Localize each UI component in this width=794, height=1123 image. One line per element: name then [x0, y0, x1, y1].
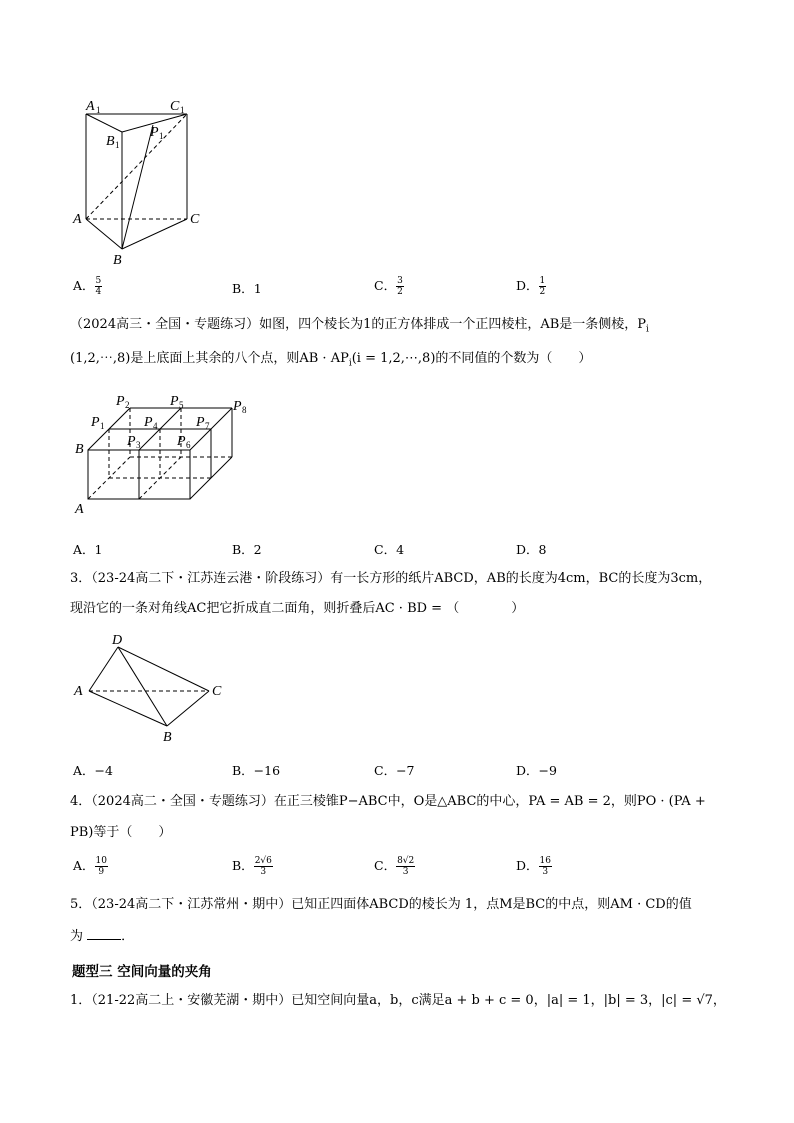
label-C1: C: [170, 99, 180, 114]
q1-option-c-fraction: [396, 276, 404, 297]
label-P7-sub: 7: [205, 421, 210, 431]
q2-option-c[interactable]: C．4: [374, 542, 405, 557]
label-P6: P: [177, 434, 186, 449]
q2-option-b[interactable]: B．2: [232, 542, 262, 557]
label-P1: P: [150, 125, 159, 140]
q4-option-a[interactable]: [73, 856, 108, 877]
label-P1-sub: 1: [159, 131, 164, 141]
q4-option-b-letter: B．: [232, 858, 254, 873]
q4-option-a-letter: A．: [73, 858, 95, 873]
label-P4: P: [144, 415, 153, 430]
q4-option-d-letter: D．: [516, 858, 539, 873]
q1-option-d-letter: D．: [516, 278, 539, 293]
q4-option-b-fraction: [254, 856, 273, 877]
q1-option-b-letter: B．: [232, 281, 254, 296]
fraction-denominator: 3: [402, 867, 409, 877]
q3-line2: 现沿它的一条对角线AC把它折成直二面角，则折叠后AC · BD = （ ）: [70, 601, 525, 616]
label-P1-sub: 1: [100, 421, 105, 431]
fraction-denominator: 3: [260, 867, 267, 877]
fraction-numerator: 3: [397, 276, 403, 286]
q5-line2-prefix: 为: [70, 929, 84, 944]
q4-option-c[interactable]: [374, 856, 415, 877]
q4-option-d-fraction: [539, 856, 552, 877]
q2-line2: [70, 348, 740, 375]
q4-option-b[interactable]: [232, 856, 273, 877]
q4-option-a-fraction: [95, 856, 108, 877]
label-C: C: [190, 212, 200, 227]
prism-figure: [70, 92, 210, 267]
label-C: C: [212, 684, 222, 699]
label-P3-sub: 3: [136, 440, 141, 450]
q2-line1-text: （2024高三・全国・专题练习）如图，四个棱长为1的正方体排成一个正四棱柱，AB是一条侧棱，P: [70, 317, 647, 332]
label-A: A: [73, 212, 82, 227]
label-P7: P: [196, 415, 205, 430]
q5-line1: 5．（23-24高二下・江苏常州・期中）已知正四面体ABCD的棱长为 1，点M是BC的中点，则AM · CD的值: [70, 897, 692, 912]
q1-option-d-fraction: [539, 276, 547, 297]
label-A: A: [75, 502, 84, 517]
label-P2-sub: 2: [125, 400, 130, 410]
label-B1: B: [106, 134, 115, 149]
q2-option-d[interactable]: D．8: [516, 542, 547, 557]
label-P8: P: [233, 399, 242, 414]
label-P2: P: [116, 394, 125, 409]
q2-option-a[interactable]: A．1: [73, 542, 103, 557]
q4-line2: PB)等于（ ）: [70, 825, 172, 840]
q4-option-d[interactable]: [516, 856, 552, 877]
label-P4-sub: 4: [153, 421, 158, 431]
q3-line1: 3．（23-24高二下・江苏连云港・阶段练习）有一长方形的纸片ABCD，AB的长度为4cm，BC的长度为3cm，: [70, 571, 712, 586]
fraction-numerator: 2√6: [254, 856, 272, 866]
q1-option-a-letter: A．: [73, 278, 95, 293]
q1-option-c-letter: C．: [374, 278, 397, 293]
fraction-numerator: 16: [539, 856, 551, 866]
q5-line2-suffix: ．: [121, 929, 135, 944]
q3-option-c[interactable]: C．−7: [374, 763, 415, 778]
label-C1-sub: 1: [180, 105, 185, 115]
q1-option-b[interactable]: [232, 279, 262, 297]
fraction-denominator: 9: [98, 867, 105, 877]
q4-line1: 4．（2024高二・全国・专题练习）在正三棱锥P−ABC中，O是△ABC的中心，PA = AB = 2，则PO · (PA +: [70, 794, 706, 809]
label-B1-sub: 1: [115, 140, 120, 150]
prism-of-cubes-figure: [70, 390, 260, 518]
q4-option-c-fraction: [396, 856, 415, 877]
label-B: B: [163, 730, 172, 745]
label-P3: P: [127, 434, 136, 449]
section-heading: 题型三 空间向量的夹角: [72, 964, 212, 980]
label-P8-sub: 8: [242, 405, 247, 415]
q2-line2-end: (i = 1,2,⋯,8)的不同值的个数为（ ）: [351, 351, 592, 366]
fraction-denominator: 3: [542, 867, 549, 877]
q2-line2-sub: i: [348, 358, 352, 369]
q3-option-d[interactable]: D．−9: [516, 763, 557, 778]
s3q1-line1: 1．（21-22高二上・安徽芜湖・期中）已知空间向量a，b，c满足a + b + c = 0，|a| = 1，|b| = 3，|c| = √7，: [70, 993, 726, 1008]
fraction-numerator: 10: [95, 856, 107, 866]
label-D: D: [112, 633, 123, 648]
q1-option-c[interactable]: [374, 276, 404, 297]
label-P6-sub: 6: [186, 440, 191, 450]
q2-line2-text: (1,2,⋯,8)是上底面上其余的八个点，则AB · AP: [70, 351, 349, 366]
label-A1-sub: 1: [96, 105, 101, 115]
label-P1: P: [91, 415, 100, 430]
q1-option-a-fraction: [95, 276, 103, 297]
fraction-denominator: 4: [95, 287, 102, 297]
q2-line1: [70, 314, 740, 341]
fraction-numerator: 8√2: [397, 856, 415, 866]
folded-rectangle-figure: [70, 630, 240, 745]
q4-option-c-letter: C．: [374, 858, 397, 873]
fraction-denominator: 2: [397, 287, 403, 297]
label-A1: A: [86, 99, 95, 114]
fraction-numerator: 1: [539, 276, 546, 286]
q5-line2: [70, 925, 740, 948]
q1-option-d[interactable]: [516, 276, 546, 297]
label-B: B: [75, 442, 84, 457]
label-A: A: [74, 684, 83, 699]
q2-line1-sub: i: [646, 324, 649, 335]
fraction-denominator: 2: [539, 287, 546, 297]
q3-option-a[interactable]: A．−4: [73, 763, 113, 778]
label-B: B: [113, 253, 122, 267]
q3-option-b[interactable]: B．−16: [232, 763, 281, 778]
q1-option-b-text: 1: [253, 281, 262, 296]
q1-option-a[interactable]: [73, 276, 102, 297]
fraction-numerator: 5: [95, 276, 102, 286]
answer-blank[interactable]: [87, 925, 121, 940]
label-P5-sub: 5: [179, 400, 184, 410]
label-P5: P: [170, 394, 179, 409]
